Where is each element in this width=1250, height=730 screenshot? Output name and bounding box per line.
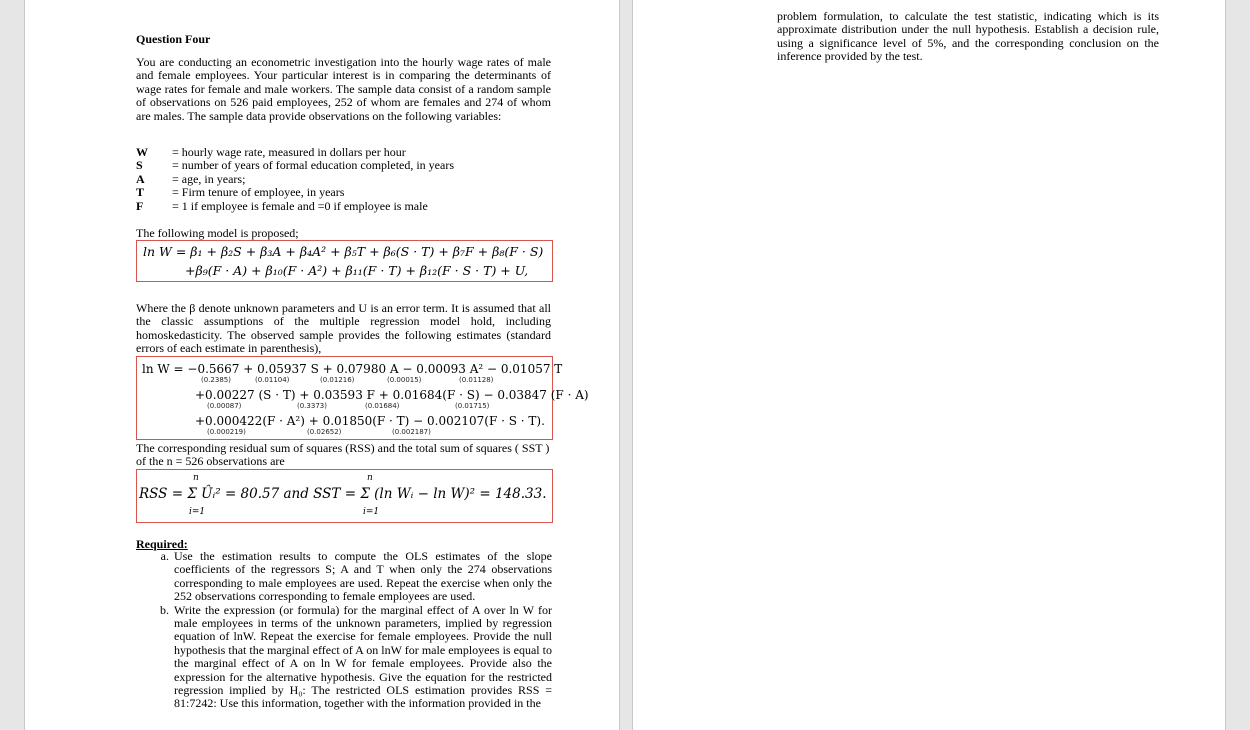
sum-lower-limit: i=1 <box>363 507 380 517</box>
required-list <box>136 550 552 711</box>
model-equation-box <box>136 240 553 282</box>
standard-error: (0.002187) <box>392 428 431 436</box>
variable-symbol: F <box>136 198 144 213</box>
document-page-right <box>632 0 1226 730</box>
model-intro: The following model is proposed; <box>136 226 299 240</box>
rss-sst-box <box>136 469 553 523</box>
question-heading: Question Four <box>136 32 211 46</box>
required-item-b: b. Write the expression (or formula) for the marginal effect of A over ln W for male employees in terms of the unknown parameters, implied by regression equation of lnW. Repeat the exercise for female employees. Provide the null hypothesis that the marginal effect of A on lnW for male employees is equal to the marginal effect of A on ln W for female employees. Provide also the expression for the alternative hypothesis. Give the equation for the restricted regression implied by H₀: The restricted OLS estimation provides RSS = 81:7242: Use this information, together with the information provided in the <box>172 604 552 711</box>
document-page-left <box>24 0 620 730</box>
variable-definition: = age, in years; <box>172 171 246 186</box>
estimate-line-2: +0.00227 (S · T) + 0.03593 F + 0.01684(F · S) − 0.03847 (F · A) <box>195 388 589 402</box>
variable-symbol: T <box>136 185 145 200</box>
standard-error: (0.3373) <box>297 402 327 410</box>
variable-definition: = 1 if employee is female and =0 if employee is male <box>172 198 428 213</box>
variable-symbol: W <box>136 145 148 159</box>
standard-error: (0.01128) <box>459 376 494 384</box>
model-equation-line-2: +β₉(F · A) + β₁₀(F · A²) + β₁₁(F · T) + β₁₂(F · S · T) + U, <box>185 263 529 278</box>
sum-upper-limit: n <box>367 473 373 483</box>
assumptions-paragraph: Where the β denote unknown parameters and U is an error term. It is assumed that all the classic assumptions of the multiple regression model hold, including homoskedasticity. The observed sample provides the following estimates (standard errors of each estimate in parenthesis), <box>136 301 551 356</box>
variable-row <box>136 200 454 213</box>
rss-intro: The corresponding residual sum of squares (RSS) and the total sum of squares ( SST ) of the n = 526 observations are <box>136 441 550 469</box>
variable-definition: = hourly wage rate, measured in dollars per hour <box>172 145 406 159</box>
estimates-box <box>136 356 589 440</box>
variable-symbol: A <box>136 171 145 186</box>
rss-sst-formula: RSS = Σ Ûᵢ² = 80.57 and SST = Σ (ln Wᵢ − ln W)² = 148.33. <box>139 486 547 502</box>
continuation-paragraph: problem formulation, to calculate the test statistic, indicating which is its approximate distribution under the null hypothesis. Establish a decision rule, using a significance level of 5%, and the corresponding conclusion on the inference provided by the test. <box>777 9 1159 64</box>
model-equation-line-1: ln W = β₁ + β₂S + β₃A + β₄A² + β₅T + β₆(S · T) + β₇F + β₈(F · S) <box>143 244 544 259</box>
estimate-line-3: +0.000422(F · A²) + 0.01850(F · T) − 0.002107(F · S · T). <box>195 414 545 428</box>
standard-error: (0.00087) <box>207 402 242 410</box>
required-heading: Required: <box>136 537 188 551</box>
variable-row <box>136 159 454 172</box>
variable-definition: = Firm tenure of employee, in years <box>172 185 345 200</box>
standard-error: (0.02652) <box>307 428 342 436</box>
required-item-a: a. Use the estimation results to compute the OLS estimates of the slope coefficients of the regressors S; A and T when only the 274 observations corresponding to male employees are used. Repeat the exercise when only the 252 observations corresponding to female employees are used. <box>172 550 552 604</box>
standard-error: (0.01104) <box>255 376 290 384</box>
sum-lower-limit: i=1 <box>189 507 206 517</box>
intro-paragraph: You are conducting an econometric investigation into the hourly wage rates of male and female employees. Your particular interest is in comparing the determinants of wage rates for female and male workers. The sample data consist of a random sample of observations on 526 paid employees, 252 of whom are females and 274 of whom are males. The sample data provide observations on the following variables: <box>136 55 551 123</box>
sum-upper-limit: n <box>193 473 199 483</box>
variable-row <box>136 173 454 186</box>
variable-row <box>136 186 454 199</box>
standard-error: (0.2385) <box>201 376 231 384</box>
standard-error: (0.01216) <box>320 376 355 384</box>
standard-error: (0.01684) <box>365 402 400 410</box>
variable-definition: = number of years of formal education completed, in years <box>172 158 454 173</box>
variable-symbol: S <box>136 158 143 173</box>
estimate-line-1: ln W = −0.5667 + 0.05937 S + 0.07980 A − 0.00093 A² − 0.01057 T <box>142 362 563 376</box>
standard-error: (0.000219) <box>207 428 246 436</box>
standard-error: (0.00015) <box>387 376 422 384</box>
variable-row <box>136 146 454 159</box>
variable-list <box>136 146 454 213</box>
standard-error: (0.01715) <box>455 402 490 410</box>
